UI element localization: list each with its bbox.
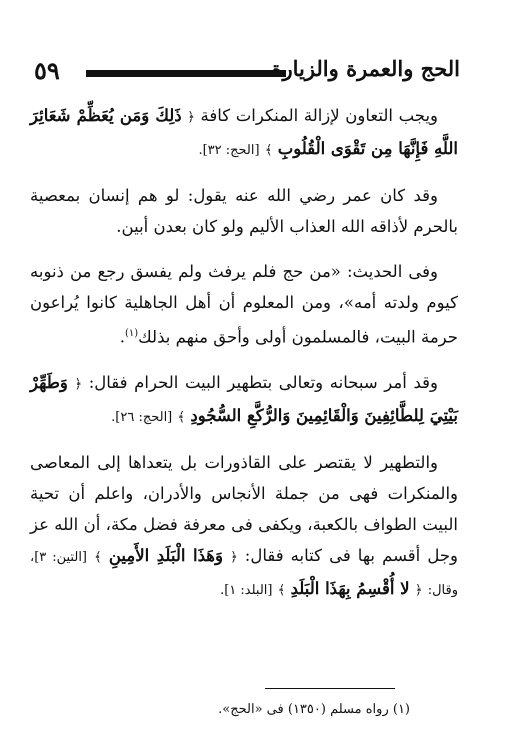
paragraph-text: والتطهير لا يقتصر على القاذورات بل يتعداها إلى المعاصى والمنكرات فهى من جملة الأنجاس والأدران، واعلم أن تحية البيت الطواف بالكعبة، ويكفى فى معرفة فضل مكة، أن الله عز وجل أقسم بها فى كتابه فقال: xyxy=(30,452,459,565)
paragraph-text: وقد أمر سبحانه وتعالى بتطهير البيت الحرام فقال: xyxy=(88,372,438,392)
ornate-bracket-close: ﴾ xyxy=(277,582,286,598)
main-text xyxy=(30,100,458,620)
page-number: ٥٩ xyxy=(34,56,60,85)
ornate-bracket-close: ﴾ xyxy=(94,549,102,565)
verse-reference: [التين: ٣]، وقال: xyxy=(30,549,458,598)
ornate-bracket-close: ﴾ xyxy=(177,409,186,425)
page-header xyxy=(28,56,460,90)
footnote-marker[interactable]: (١) xyxy=(124,328,139,339)
paragraph-3 xyxy=(30,256,458,353)
quran-verse: ذَلِكَ وَمَن يُعَظِّمْ شَعَائِرَ اللَّهِ فَإِنَّهَا مِن تَقْوَى الْقُلُوبِ xyxy=(30,106,458,158)
footnote: (١) رواه مسلم (١٣٥٠) فى «الحج». xyxy=(218,702,410,717)
paragraph-5 xyxy=(30,447,458,606)
paragraph-2 xyxy=(30,180,458,242)
ornate-bracket-open: ﴿ xyxy=(74,376,83,392)
verse-reference: [الحج: ٢٦]. xyxy=(111,409,173,425)
paragraph-4 xyxy=(30,367,458,433)
quran-verse: وَهَذَا الْبَلَدِ الأَمِينِ xyxy=(108,545,223,565)
header-rule xyxy=(86,70,286,77)
ornate-bracket-open: ﴿ xyxy=(414,582,423,598)
verse-reference: [البلد: ١]. xyxy=(220,582,273,598)
running-title: الحج والعمرة والزيارة xyxy=(271,56,460,81)
paragraph-text: وقد كان عمر رضي الله عنه يقول: لو هم إنسان بمعصية بالحرم لأذاقه الله العذاب الأليم ولو كان بعدن أبين. xyxy=(30,186,458,236)
footnote-divider xyxy=(265,688,395,689)
paragraph-text: . xyxy=(119,327,125,347)
verse-reference: [الحج: ٣٢]. xyxy=(198,143,260,158)
ornate-bracket-open: ﴿ xyxy=(230,549,238,565)
paragraph-text: وفى الحديث: «من حج فلم يرفث ولم يفسق رجع من ذنوبه كيوم ولدته أمه»، ومن المعلوم أن أهل الجاهلية كانوا يُراعون حرمة البيت، فالمسلمون أولى وأحق منهم بذلك xyxy=(30,262,458,347)
paragraph-text: ويجب التعاون لإزالة المنكرات كافة xyxy=(200,106,439,125)
ornate-bracket-close: ﴾ xyxy=(264,143,273,158)
quran-verse: لا أُقْسِمُ بِهَذَا الْبَلَدِ xyxy=(290,578,410,598)
quran-verse: وَطَهِّرْ بَيْتِيَ لِلطَّائِفِينَ وَالْقَائِمِينَ وَالرُّكَّعِ السُّجُودِ xyxy=(30,372,458,425)
paragraph-1 xyxy=(30,100,458,166)
ornate-bracket-open: ﴿ xyxy=(187,110,195,125)
